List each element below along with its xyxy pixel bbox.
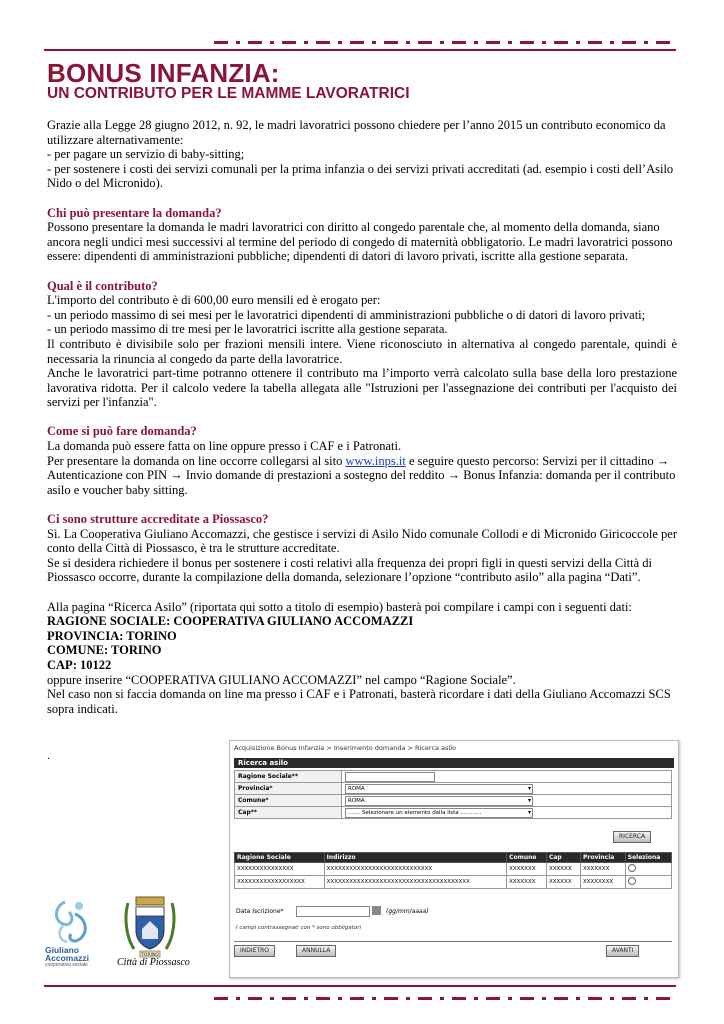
date-input[interactable] bbox=[296, 906, 370, 917]
column-header: Indirizzo bbox=[324, 853, 506, 863]
divider bbox=[234, 941, 672, 942]
field-label: Ragione Sociale** bbox=[235, 771, 342, 783]
provincia-select[interactable]: ROMA ▾ bbox=[345, 784, 533, 794]
section-text: Alla pagina “Ricerca Asilo” (riportata qui sotto a titolo di esempio) basterà poi compilare i campi con i seguenti dati: bbox=[47, 599, 632, 614]
panel-title: Ricerca asilo bbox=[234, 758, 674, 768]
field-label: Cap** bbox=[235, 807, 342, 819]
bottom-dash-decoration bbox=[214, 997, 676, 1001]
section-text: Sì. La Cooperativa Giuliano Accomazzi, che gestisce i servizi di Asilo Nido comunale Collodi e di Micronido Giricoccole per conto della Città di Piossasco, è tra le strutture accreditate. bbox=[47, 526, 677, 556]
results-table bbox=[234, 852, 672, 889]
section-text: Possono presentare la domanda le madri lavoratrici con diritto al congedo parentale che, al momento della domanda, siano ancora negli undici mesi successivi al termine del periodo di congedo di maternità obbligatorio. Le madri lavoratrici possono essere: dipendenti di amministrazioni pubbliche; dipendenti di datori di lavoro privati, iscritte alla gestione separata. bbox=[47, 220, 673, 264]
stray-dot: . bbox=[47, 748, 50, 762]
column-header: Provincia bbox=[580, 853, 625, 863]
top-rule bbox=[44, 49, 676, 51]
data-field: COMUNE: TORINO bbox=[47, 643, 162, 658]
link-suffix: e seguire questo percorso: Servizi per il cittadino → Autenticazione con PIN → Invio domande di prestazioni a sostegno del reddito → Bonus Infanzia: domanda per il contributo asilo e voucher baby sitting. bbox=[47, 453, 676, 497]
section-text: Se si desidera richiedere il bonus per sostenere i costi relativi alla frequenza dei propri figli in questi servizi della Città di Piossasco occorre, durante la compilazione della domanda, selezionare l’opzione “contributo asilo” alla pagina “Dati”. bbox=[47, 555, 653, 585]
select-radio[interactable] bbox=[628, 877, 636, 885]
breadcrumb: Acquisizione Bonus Infanzia > Inserimento domanda > Ricerca asilo bbox=[234, 744, 457, 752]
link-prefix: Per presentare la domanda on line occorre collegarsi al sito bbox=[47, 453, 346, 468]
section-bullet: - un periodo massimo di tre mesi per le lavoratrici iscritte alla gestione separata. bbox=[47, 322, 448, 337]
date-label: Data Iscrizione* bbox=[236, 908, 284, 915]
select-radio[interactable] bbox=[628, 864, 636, 872]
comune-select[interactable]: ROMA ▾ bbox=[345, 796, 533, 806]
city-caption: Città di Piossasco bbox=[117, 957, 190, 968]
search-form bbox=[234, 770, 672, 819]
chevron-down-icon: ▾ bbox=[527, 796, 531, 804]
intro-bullet: - per sostenere i costi dei servizi comunali per la prima infanzia o dei servizi privati accreditati (ad. esempio i costi dell’Asilo Nido o del Micronido). bbox=[47, 161, 674, 191]
calendar-icon[interactable] bbox=[372, 906, 381, 915]
article-body bbox=[47, 118, 677, 716]
city-crest-icon bbox=[120, 893, 180, 959]
table-row: XXXXXXXXXXXXXXXXXX XXXXXXXXXXXXXXXXXXXXXXXXXXXXXXXXXXXXXX XXXXXXX XXXXXX XXXXXXXX bbox=[235, 876, 672, 889]
section-text: La domanda può essere fatta on line oppure presso i CAF e i Patronati. bbox=[47, 439, 402, 454]
chevron-down-icon: ▾ bbox=[527, 808, 531, 816]
cap-select[interactable]: ....... Selezionare un elemento dalla lista ............ ▾ bbox=[345, 808, 533, 818]
intro-bullet: - per pagare un servizio di baby-sitting; bbox=[47, 147, 245, 162]
data-field: RAGIONE SOCIALE: COOPERATIVA GIULIANO ACCOMAZZI bbox=[47, 614, 414, 629]
column-header: Cap bbox=[546, 853, 580, 863]
data-field: CAP: 10122 bbox=[47, 657, 112, 672]
inps-link[interactable]: www.inps.it bbox=[345, 453, 406, 468]
section-heading: Qual è il contributo? bbox=[47, 278, 158, 293]
bottom-rule bbox=[44, 985, 676, 987]
coop-tagline: cooperativa sociale bbox=[45, 962, 88, 968]
next-button[interactable]: AVANTI bbox=[606, 945, 639, 957]
top-dash-decoration bbox=[214, 41, 676, 45]
back-button[interactable]: INDIETRO bbox=[234, 945, 275, 957]
field-label: Provincia* bbox=[235, 783, 342, 795]
ragione-sociale-input[interactable] bbox=[345, 772, 435, 782]
section-heading: Chi può presentare la domanda? bbox=[47, 205, 222, 220]
section-text: Il contributo è divisibile solo per frazioni mensili intere. Viene riconosciuto in alternativa al congedo parentale, quindi è necessaria la rinuncia al congedo da parte della lavoratrice. bbox=[47, 336, 677, 366]
page-title: BONUS INFANZIA: bbox=[47, 58, 280, 88]
column-header: Ragione Sociale bbox=[235, 853, 325, 863]
section-text: oppure inserire “COOPERATIVA GIULIANO ACCOMAZZI” nel campo “Ragione Sociale”. bbox=[47, 672, 516, 687]
search-button[interactable]: RICERCA bbox=[613, 831, 651, 843]
table-row: XXXXXXXXXXXXXXX XXXXXXXXXXXXXXXXXXXXXXXXXXXX XXXXXXX XXXXXX XXXXXXX bbox=[235, 863, 672, 876]
data-field: PROVINCIA: TORINO bbox=[47, 628, 177, 643]
crest-label: TORINO bbox=[141, 952, 159, 958]
section-heading: Come si può fare domanda? bbox=[47, 424, 197, 439]
column-header: Seleziona bbox=[625, 853, 671, 863]
intro-text: Grazie alla Legge 28 giugno 2012, n. 92, le madri lavoratrici possono chiedere per l’anno 2015 un contributo economico da utilizzare alternativamente: bbox=[47, 118, 666, 147]
column-header: Comune bbox=[507, 853, 547, 863]
section-text: L'importo del contributo è di 600,00 euro mensili ed è erogato per: bbox=[47, 293, 381, 308]
section-text: Nel caso non si faccia domanda on line ma presso i CAF e i Patronati, basterà ricordare i dati della Giuliano Accomazzi SCS sopra indicati. bbox=[47, 687, 671, 716]
section-heading: Ci sono strutture accreditate a Piossasco? bbox=[47, 512, 269, 527]
date-format-hint: (gg/mm/aaaa) bbox=[386, 908, 429, 915]
section-text bbox=[47, 454, 677, 498]
coop-name: Giuliano Accomazzi bbox=[45, 945, 89, 963]
section-text: Anche le lavoratrici part-time potranno ottenere il contributo ma l’importo verrà calcolato sulla base della loro prestazione lavorativa ridotta. Per il calcolo vedere la tabella allegata alle "Istruzioni per l'assegnazione dei contributi per l'acquisto dei servizi per l'infanzia". bbox=[47, 366, 677, 410]
cancel-button[interactable]: ANNULLA bbox=[296, 945, 336, 957]
page-subtitle: UN CONTRIBUTO PER LE MAMME LAVORATRICI bbox=[47, 85, 410, 102]
chevron-down-icon: ▾ bbox=[527, 784, 531, 792]
section-bullet: - un periodo massimo di sei mesi per le lavoratrici dipendenti di amministrazioni pubbliche o di datori di lavoro privati; bbox=[47, 307, 646, 322]
field-label: Comune* bbox=[235, 795, 342, 807]
required-note: I campi contrassegnati con * sono obbligatori bbox=[236, 925, 361, 931]
ricerca-asilo-screenshot bbox=[229, 740, 679, 978]
